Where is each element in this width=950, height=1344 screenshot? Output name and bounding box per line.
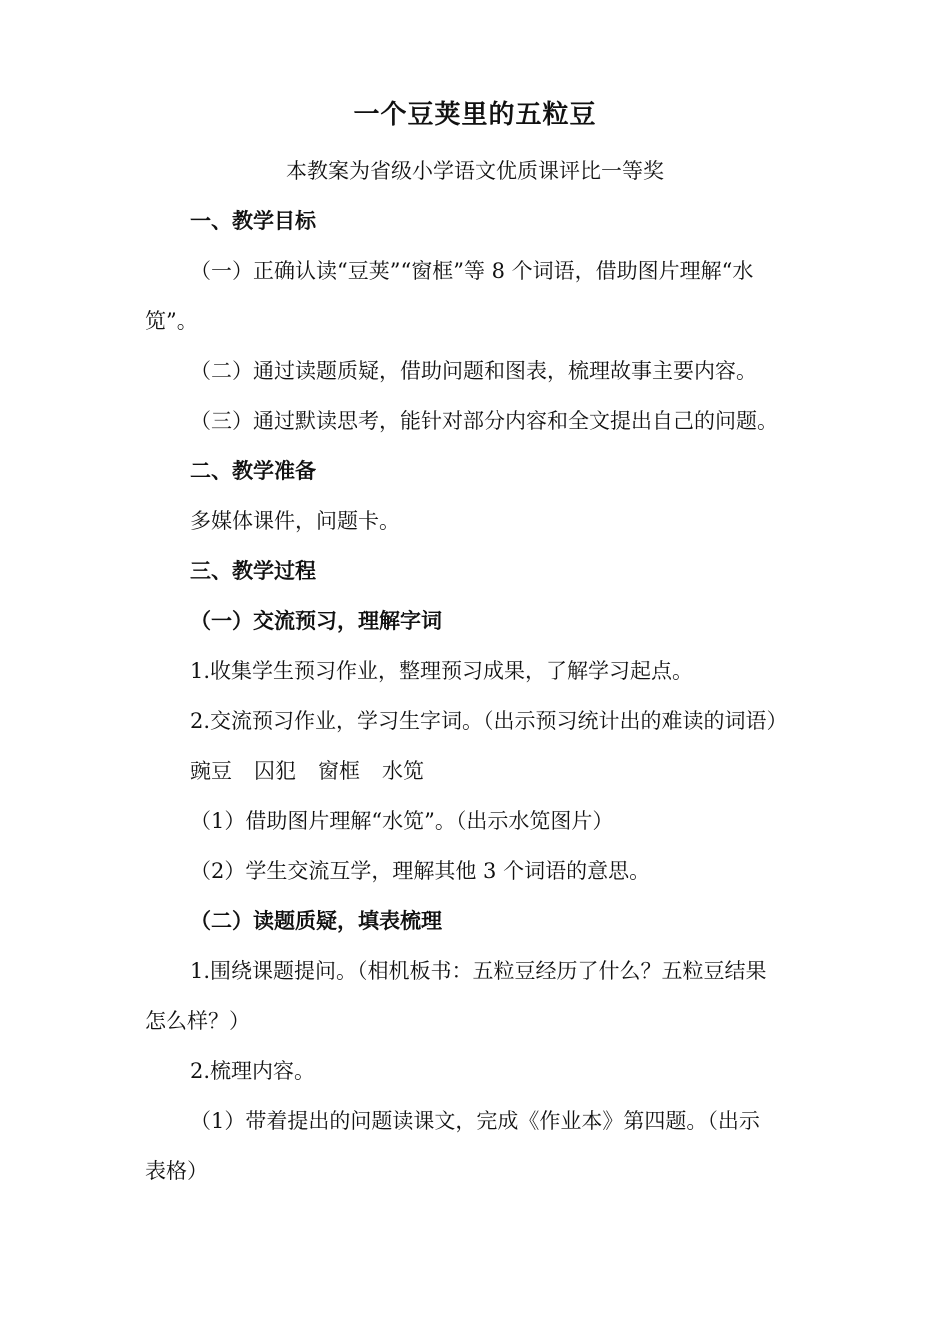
vocabulary-word: 水笕	[382, 759, 424, 783]
objective-1-line-2: 笕”。	[145, 309, 198, 333]
subheading-preview: （一）交流预习，理解字词	[190, 609, 442, 633]
objective-1-line-1: （一）正确认读“豆荚”“窗框”等 8 个词语，借助图片理解“水	[190, 259, 754, 283]
step-1: 1.收集学生预习作业，整理预习成果，了解学习起点。	[190, 659, 694, 683]
step-3-line-2: 怎么样？）	[145, 1009, 250, 1033]
page-title: 一个豆荚里的五粒豆	[353, 100, 597, 130]
vocabulary-list	[190, 756, 855, 786]
vocabulary-word: 囚犯	[254, 759, 296, 783]
section-heading-preparation: 二、教学准备	[190, 459, 316, 483]
section-heading-objectives: 一、教学目标	[190, 209, 316, 233]
subheading-questioning: （二）读题质疑，填表梳理	[190, 909, 442, 933]
objective-3: （三）通过默读思考，能针对部分内容和全文提出自己的问题。	[190, 409, 778, 433]
step-4-sub-1-line-1: （1）带着提出的问题读课文，完成《作业本》第四题。（出示	[190, 1109, 760, 1133]
preparation-text: 多媒体课件，问题卡。	[190, 509, 400, 533]
vocabulary-word: 窗框	[318, 759, 360, 783]
step-2-sub-1: （1）借助图片理解“水笕”。（出示水笕图片）	[190, 809, 614, 833]
step-2-sub-2: （2）学生交流互学，理解其他 3 个词语的意思。	[190, 859, 651, 883]
step-2: 2.交流预习作业，学习生字词。（出示预习统计出的难读的词语）	[190, 709, 788, 733]
step-3-line-1: 1.围绕课题提问。（相机板书：五粒豆经历了什么？五粒豆结果	[190, 959, 767, 983]
step-4-sub-1-line-2: 表格）	[145, 1159, 208, 1183]
page-subtitle: 本教案为省级小学语文优质课评比一等奖	[286, 159, 664, 183]
step-4: 2.梳理内容。	[190, 1059, 316, 1083]
vocabulary-word: 豌豆	[190, 759, 232, 783]
objective-2: （二）通过读题质疑，借助问题和图表，梳理故事主要内容。	[190, 359, 757, 383]
section-heading-process: 三、教学过程	[190, 559, 316, 583]
